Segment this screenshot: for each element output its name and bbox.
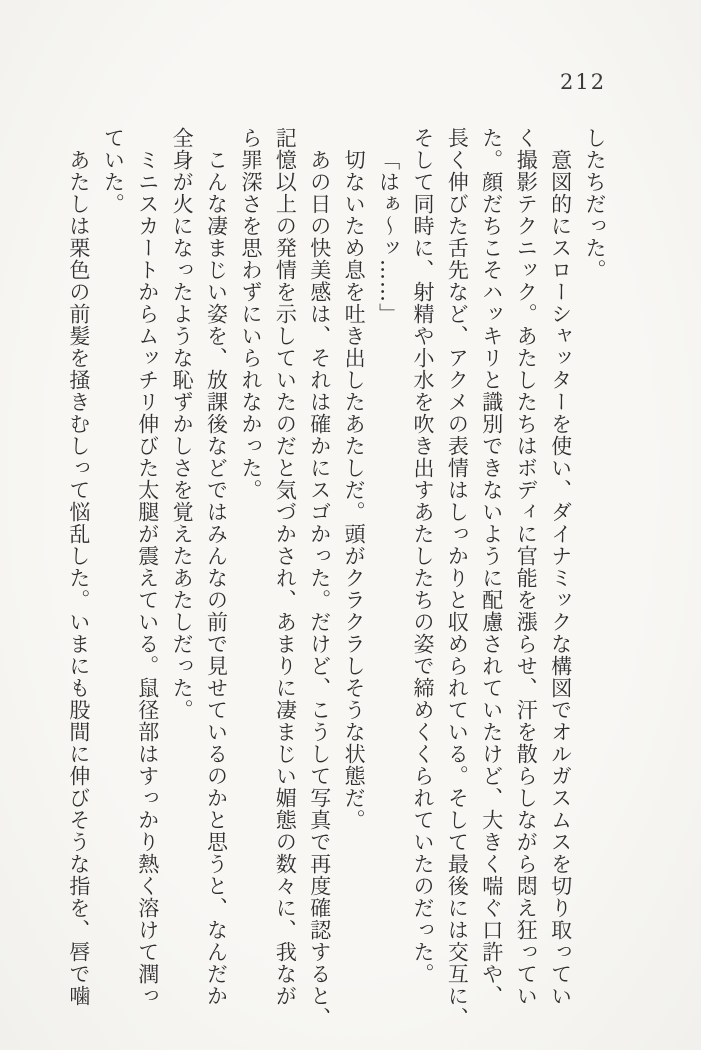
text-block (62, 127, 613, 1029)
page-number: 212 (560, 70, 607, 94)
text-column: 「はぁ〜ッ……」 (376, 149, 401, 325)
text-column: あの日の快美感は、それは確かにスゴかった。だけど、こうして写真で再度確認すると、 (307, 149, 332, 1029)
text-column: 切ないため息を吐き出したあたしだ。頭がクラクラしそうな状態だ。 (342, 149, 367, 831)
text-column: た。顔だちこそハッキリと識別できないように配慮されていたけど、大きく喘ぐ口許や、 (479, 127, 504, 1007)
text-column: ていた。 (101, 127, 126, 215)
text-column: こんな凄まじい姿を、放課後などではみんなの前で見せているのかと思うと、なんだか (204, 149, 229, 1007)
text-column: く撮影テクニック。あたしたちはボディに官能を漲らせ、汗を散らしながら悶え狂ってい (514, 127, 539, 1007)
text-column: ミニスカートからムッチリ伸びた太腿が震えている。鼠径部はすっかり熱く溶けて潤っ (135, 149, 160, 1007)
text-column: 記憶以上の発情を示していたのだと気づかされ、あまりに凄まじい媚態の数々に、我なが (273, 127, 298, 1007)
text-column: 全身が火になったような恥ずかしさを覚えたあたしだった。 (170, 127, 195, 721)
text-column: 意図的にスローシャッターを使い、ダイナミックな構図でオルガスムスを切り取ってい (548, 149, 573, 1007)
text-column: したちだった。 (583, 127, 607, 281)
text-column: 長く伸びた舌先など、アクメの表情はしっかりと収められている。そして最後には交互に、 (445, 127, 470, 1029)
text-column: そして同時に、射精や小水を吹き出すあたしたちの姿で締めくくられていたのだった。 (410, 127, 435, 985)
text-column: ら罪深さを思わずにいられなかった。 (238, 127, 263, 501)
text-column: あたしは栗色の前髪を掻きむしって悩乱した。いまにも股間に伸びそうな指を、唇で噛 (66, 149, 91, 1007)
